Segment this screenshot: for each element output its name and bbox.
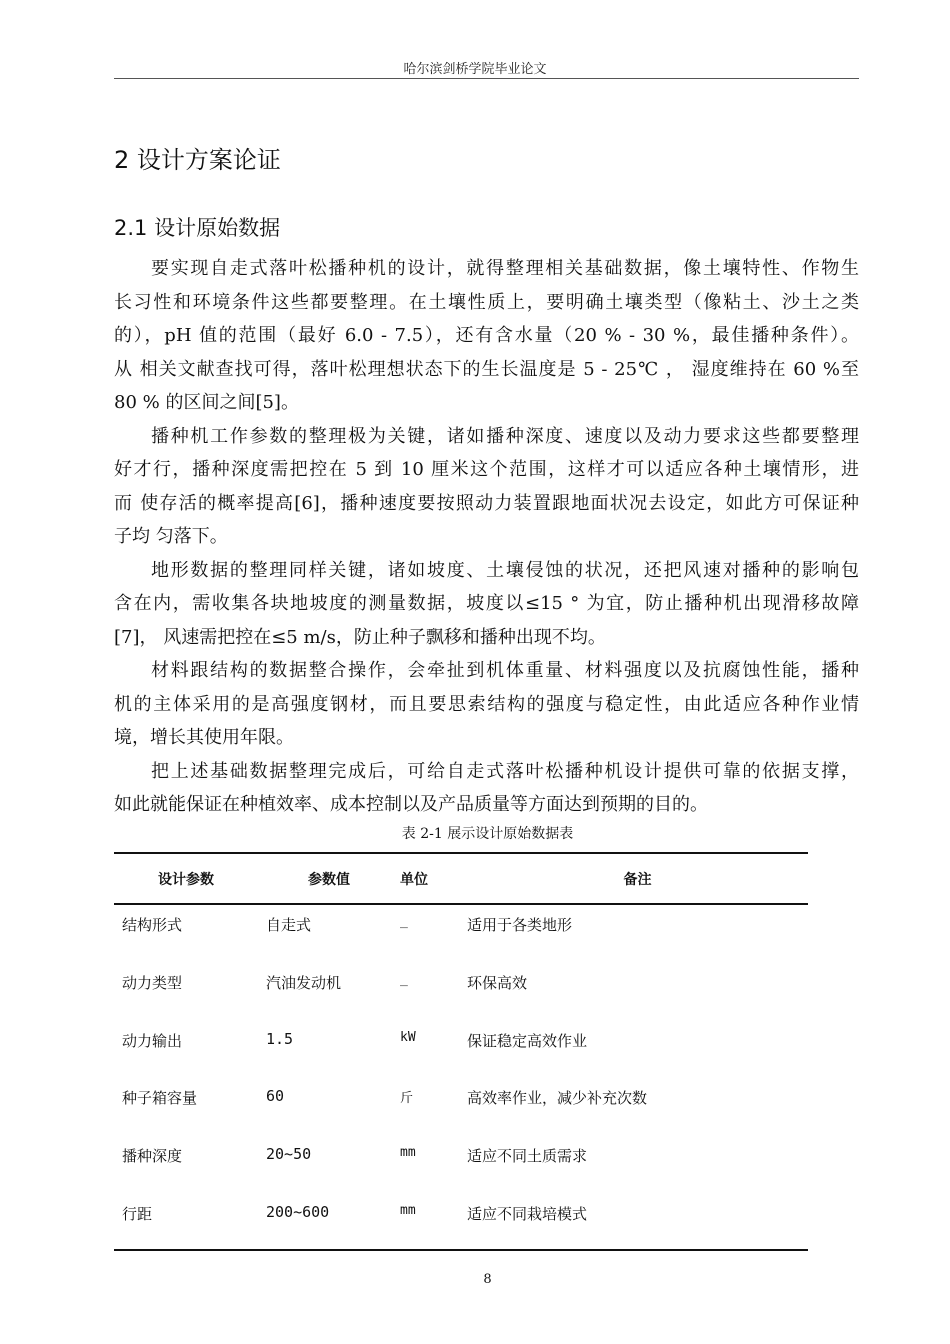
table-cell: mm — [400, 1145, 416, 1161]
table-row — [114, 960, 808, 1018]
header-rule — [114, 78, 859, 79]
table-cell: _ — [400, 914, 408, 929]
paragraph-line: 把上述基础数据整理完成后，可给自走式落叶松播种机设计提供可靠的依据支撑， — [151, 760, 859, 782]
table-row — [114, 904, 808, 960]
paragraph-line: 含在内，需收集各块地坡度的测量数据，坡度以≤15 ° 为宜，防止播种机出现滑移故障 — [114, 593, 859, 614]
table-row — [114, 1191, 808, 1250]
table-cell: 适应不同栽培模式 — [467, 1191, 808, 1250]
table-cell: 环保高效 — [467, 973, 528, 992]
table-cell: 20~50 — [266, 1145, 312, 1164]
table-cell: 60 — [266, 1087, 285, 1106]
table-cell: 斤 — [400, 1091, 414, 1107]
paragraph-line: 80 % 的区间之间[5]。 — [114, 392, 299, 413]
table-cell: _ — [400, 971, 408, 987]
table-cell: 播种深度 — [122, 1147, 183, 1166]
column-header: 备注 — [467, 853, 808, 904]
table-cell: kW — [400, 1029, 416, 1045]
paragraph-line: 机的主体采用的是高强度钢材，而且要思索结构的强度与稳定性，由此适应各种作业情 — [114, 693, 859, 715]
table-cell: 高效率作业，减少补充次数 — [467, 1089, 648, 1108]
data-table — [114, 852, 808, 1251]
table-cell: 适应不同土质需求 — [467, 1147, 588, 1166]
paragraph-line: 要实现自走式落叶松播种机的设计，就得整理相关基础数据，像土壤特性、作物生 — [151, 258, 859, 279]
column-header: 参数值 — [258, 853, 400, 904]
column-header: 单位 — [400, 853, 467, 904]
paragraph-line: 播种机工作参数的整理极为关键，诸如播种深度、速度以及动力要求这些都要整理 — [151, 425, 859, 447]
paragraph-line: 从 相关文献查找可得，落叶松理想状态下的生长温度是 5 - 25℃ ， 湿度维持在 60 %至 — [114, 358, 859, 380]
paragraph-line: 境，增长其使用年限。 — [114, 727, 294, 748]
table-row — [114, 1133, 808, 1191]
paragraph-line: 地形数据的整理同样关键，诸如坡度、土壤侵蚀的状况，还把风速对播种的影响包 — [151, 559, 859, 581]
paragraph-line: 的），pH 值的范围（最好 6.0 - 7.5），还有含水量（20 % - 30 %，最佳播种条件）。 — [114, 325, 859, 346]
paragraph-line: 子均 匀落下。 — [114, 526, 228, 547]
table-cell: 汽油发动机 — [266, 973, 342, 992]
table-cell: 动力类型 — [122, 973, 183, 992]
table-cell: 行距 — [114, 1191, 258, 1250]
table-cell: 200~600 — [258, 1191, 400, 1250]
paragraph-line: 长习性和环境条件这些都要整理。在土壤性质上，要明确土壤类型（像粘土、沙土之类 — [114, 291, 859, 313]
table-cell: 自走式 — [266, 916, 312, 934]
paragraph-line: 好才行，播种深度需把控在 5 到 10 厘米这个范围，这样才可以适应各种土壤情形，进 — [114, 459, 859, 480]
table-cell: 保证稳定高效作业 — [467, 1031, 588, 1050]
table-row — [114, 1018, 808, 1076]
table-caption: 表 2-1 展示设计原始数据表 — [401, 826, 574, 842]
paragraph-line: [7]， 风速需把控在≤5 m/s，防止种子飘移和播种出现不均。 — [114, 626, 606, 648]
chapter-title: 2 设计方案论证 — [114, 146, 281, 174]
paragraph-line: 材料跟结构的数据整合操作，会牵扯到机体重量、材料强度以及抗腐蚀性能，播种 — [151, 660, 859, 681]
table-row — [114, 1075, 808, 1133]
page-number: 8 — [483, 1272, 492, 1287]
table-cell: 1.5 — [266, 1029, 294, 1048]
table-cell: 种子箱容量 — [122, 1089, 198, 1108]
table-cell: mm — [400, 1191, 467, 1250]
paragraph-line: 而 使存活的概率提高[6]，播种速度要按照动力装置跟地面状况去设定，如此方可保证种 — [114, 492, 859, 514]
table-header-row — [114, 853, 808, 904]
column-header: 设计参数 — [114, 853, 258, 904]
paragraph-line: 如此就能保证在种植效率、成本控制以及产品质量等方面达到预期的目的。 — [114, 794, 708, 815]
section-title: 2.1 设计原始数据 — [114, 216, 281, 240]
body-text — [114, 252, 859, 822]
table-cell: 适用于各类地形 — [467, 916, 573, 934]
running-header: 哈尔滨剑桥学院毕业论文 — [403, 62, 547, 77]
table-cell: 结构形式 — [122, 916, 183, 934]
table-cell: 动力输出 — [122, 1031, 183, 1050]
